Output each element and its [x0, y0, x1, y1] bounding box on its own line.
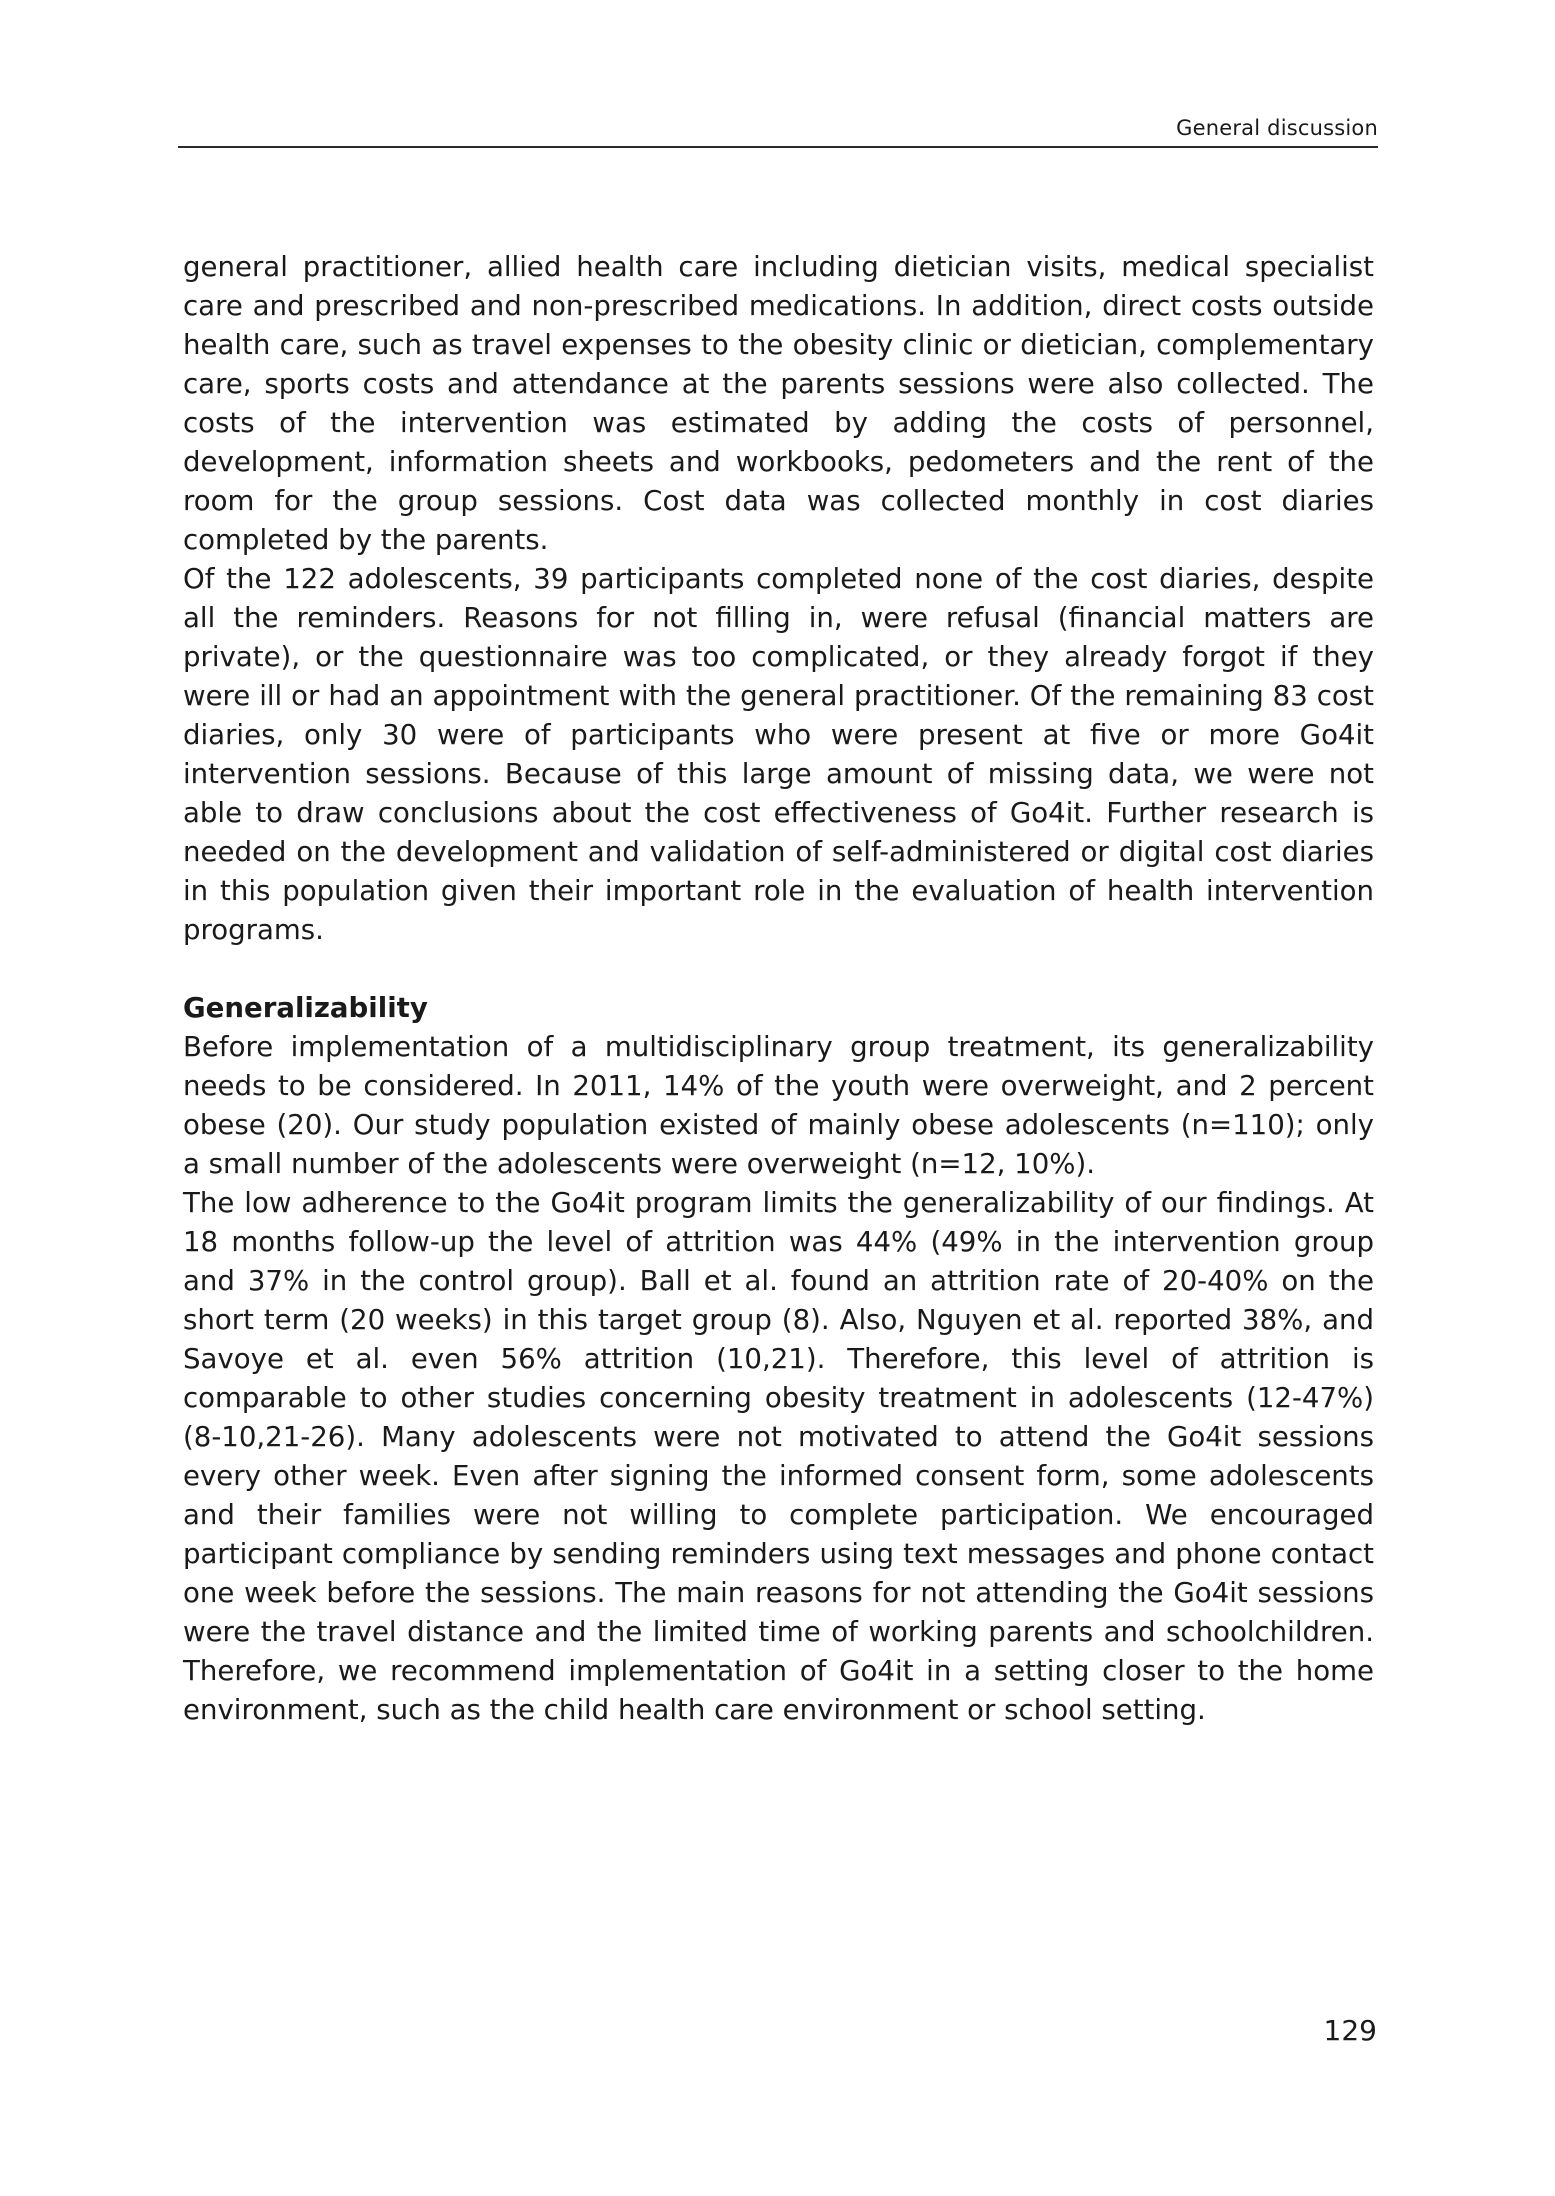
page-number: 129 — [1323, 2014, 1377, 2047]
page-body — [183, 247, 1374, 1729]
paragraph-adherence-attrition: The low adherence to the Go4it program limits the generalizability of our findings. At 18 months follow-up the level of attrition was 44% (49% in the intervention group and 37% in the control group). Ball et al. found an attrition rate of 20-40% on the short term (20 weeks) in this target group (8). Also, Nguyen et al. reported 38%, and Savoye et al. even 56% attrition (10,21). Therefore, this level of attrition is comparable to other studies concerning obesity treatment in adolescents (12-47%) (8-10,21-26). Many adolescents were not motivated to attend the Go4it sessions every other week. Even after signing the informed consent form, some adolescents and their families were not willing to complete participation. We encouraged participant compliance by sending reminders using text messages and phone contact one week before the sessions. The main reasons for not attending the Go4it sessions were the travel distance and the limited time of working parents and schoolchildren. Therefore, we recommend implementation of Go4it in a setting closer to the home environment, such as the child health care environment or school setting. — [183, 1186, 1374, 1726]
paragraph-spacer — [183, 949, 1374, 988]
paragraph-cost-data: general practitioner, allied health care including dietician visits, medical specialist care and prescribed and non-prescribed medications. In addition, direct costs outside health care, such as travel expenses to the obesity clinic or dietician, complementary care, sports costs and attendance at the parents sessions were also collected. The costs of the intervention was estimated by adding the costs of personnel, development, information sheets and workbooks, pedometers and the rent of the room for the group sessions. Cost data was collected monthly in cost diaries completed by the parents. — [183, 250, 1374, 556]
paragraph-missing-cost-diaries: Of the 122 adolescents, 39 participants completed none of the cost diaries, despite all the reminders. Reasons for not filling in, were refusal (financial matters are private), or the questionnaire was too complicated, or they already forgot if they were ill or had an appointment with the general practitioner. Of the remaining 83 cost diaries, only 30 were of participants who were present at five or more Go4it intervention sessions. Because of this large amount of missing data, we were not able to draw conclusions about the cost effectiveness of Go4it. Further research is needed on the development and validation of self-administered or digital cost diaries in this population given their important role in the evaluation of health intervention programs. — [183, 562, 1374, 946]
section-heading-generalizability: Generalizability — [183, 991, 428, 1024]
running-header: General discussion — [1176, 116, 1378, 140]
paragraph-study-population: Before implementation of a multidisciplinary group treatment, its generalizability needs to be considered. In 2011, 14% of the youth were overweight, and 2 percent obese (20). Our study population existed of mainly obese adolescents (n=110); only a small number of the adolescents were overweight (n=12, 10%). — [183, 1030, 1374, 1180]
header-rule — [178, 146, 1378, 148]
